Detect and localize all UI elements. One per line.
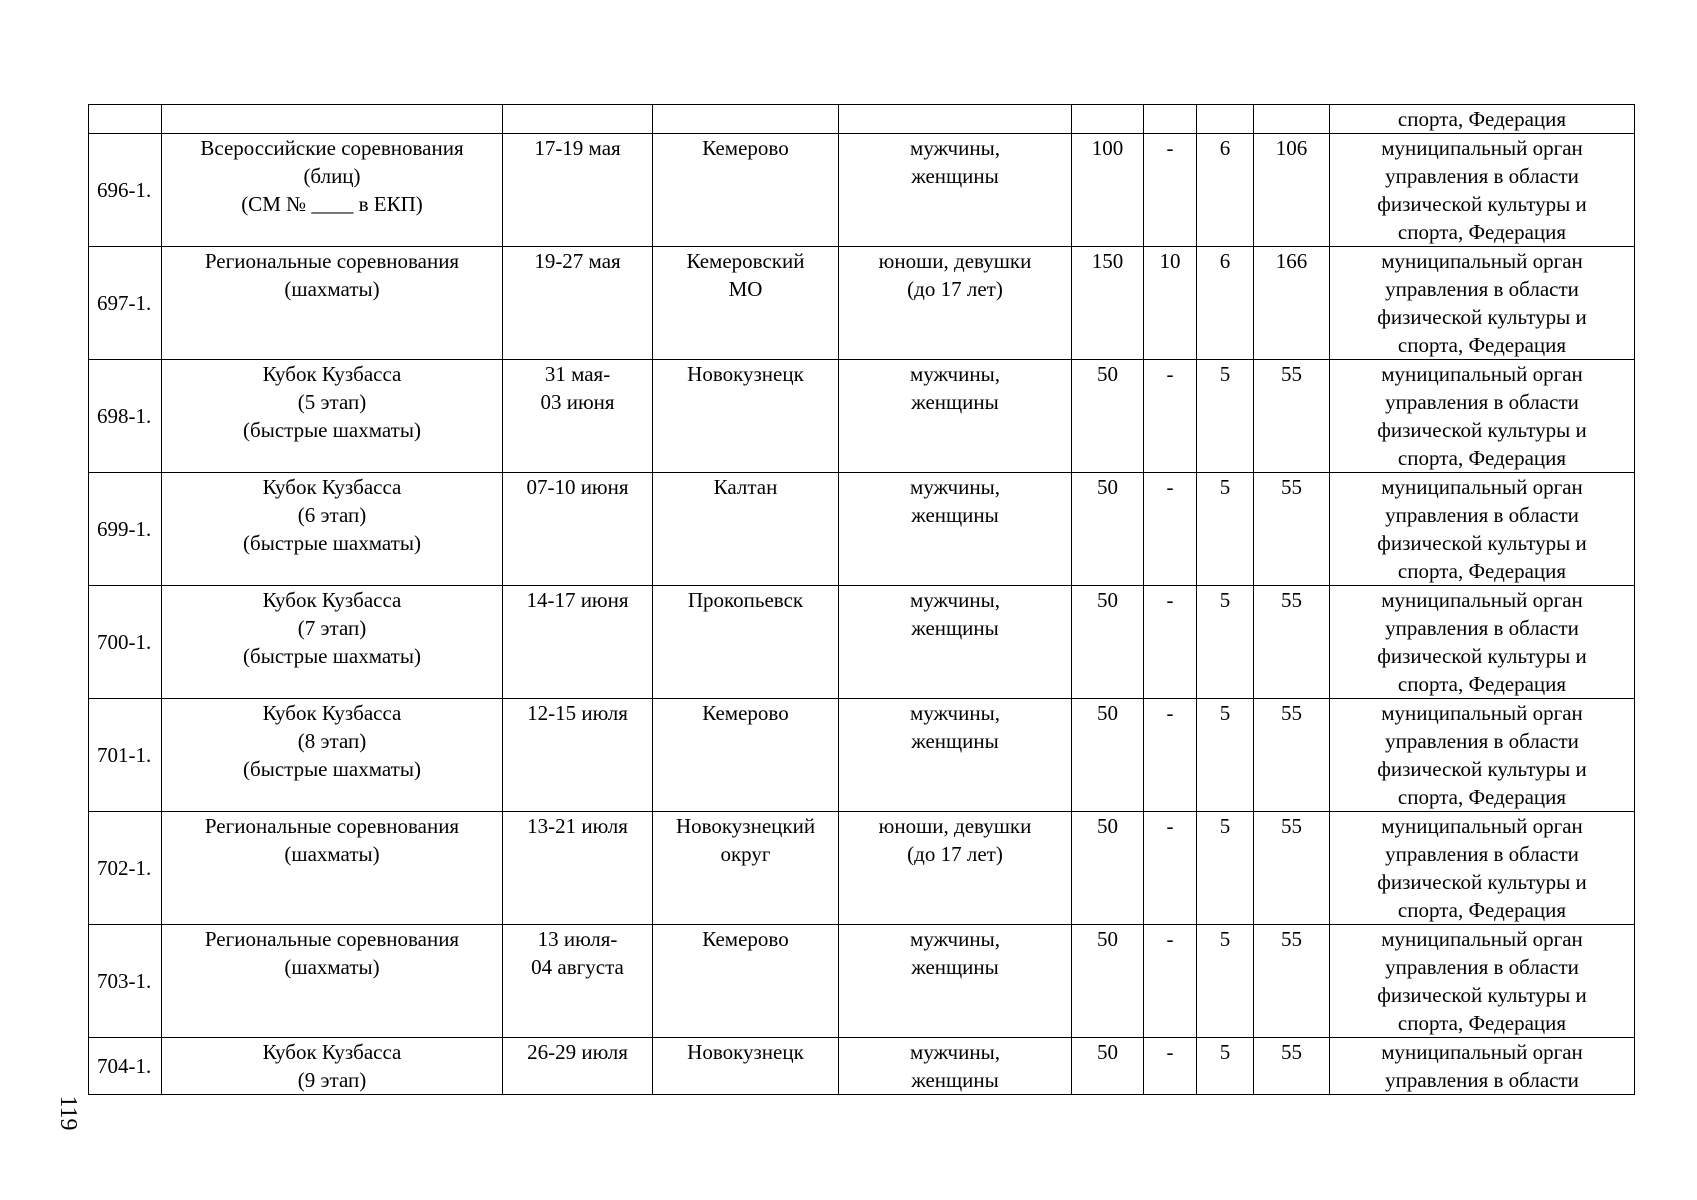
cell-event: Всероссийские соревнования (блиц) (СМ № ____ в ЕКП) xyxy=(162,134,503,247)
cell-judges: 5 xyxy=(1197,586,1254,699)
cell-place: Прокопьевск xyxy=(653,586,839,699)
cell-place: Кемерово xyxy=(653,134,839,247)
cell-athletes: 50 xyxy=(1072,586,1144,699)
cell-organizer: муниципальный орган управления в области физической культуры и спорта, Федерация xyxy=(1330,247,1635,360)
cell-judges: 6 xyxy=(1197,247,1254,360)
cell-judges: 6 xyxy=(1197,134,1254,247)
cell-participants: мужчины, женщины xyxy=(839,360,1072,473)
cell-event: Кубок Кузбасса (8 этап) (быстрые шахматы) xyxy=(162,699,503,812)
table-row xyxy=(89,925,1635,1038)
cell-total: 55 xyxy=(1254,586,1330,699)
cell-dates: 12-15 июля xyxy=(503,699,653,812)
cell-event: Региональные соревнования (шахматы) xyxy=(162,247,503,360)
cell-organizer: муниципальный орган управления в области физической культуры и спорта, Федерация xyxy=(1330,134,1635,247)
cell-participants: мужчины, женщины xyxy=(839,134,1072,247)
cell-participants: мужчины, женщины xyxy=(839,473,1072,586)
cell-athletes: 50 xyxy=(1072,360,1144,473)
cell-athletes: 150 xyxy=(1072,247,1144,360)
cell-total: 106 xyxy=(1254,134,1330,247)
cell-total: 166 xyxy=(1254,247,1330,360)
cell-athletes: 50 xyxy=(1072,812,1144,925)
cell-judges: 5 xyxy=(1197,812,1254,925)
continuation-row xyxy=(89,105,1635,134)
cell-athletes: 50 xyxy=(1072,1038,1144,1095)
table-row xyxy=(89,1038,1635,1095)
cell-coaches: - xyxy=(1144,699,1197,812)
events-table xyxy=(88,104,1635,1095)
cell-athletes xyxy=(1072,105,1144,134)
cell-total: 55 xyxy=(1254,925,1330,1038)
cell-num: 700-1. xyxy=(89,586,162,699)
cell-place: Новокузнецк xyxy=(653,360,839,473)
cell-dates: 07-10 июня xyxy=(503,473,653,586)
table-row xyxy=(89,699,1635,812)
page-number: 119 xyxy=(55,1095,81,1131)
table-row xyxy=(89,473,1635,586)
cell-num xyxy=(89,105,162,134)
cell-total xyxy=(1254,105,1330,134)
cell-dates: 13-21 июля xyxy=(503,812,653,925)
cell-event: Кубок Кузбасса (5 этап) (быстрые шахматы) xyxy=(162,360,503,473)
table-row xyxy=(89,812,1635,925)
cell-event xyxy=(162,105,503,134)
cell-num: 703-1. xyxy=(89,925,162,1038)
cell-judges: 5 xyxy=(1197,1038,1254,1095)
cell-athletes: 50 xyxy=(1072,473,1144,586)
cell-place: Кемерово xyxy=(653,925,839,1038)
cell-dates: 31 мая- 03 июня xyxy=(503,360,653,473)
cell-athletes: 50 xyxy=(1072,699,1144,812)
table-row xyxy=(89,247,1635,360)
cell-organizer: муниципальный орган управления в области физической культуры и спорта, Федерация xyxy=(1330,925,1635,1038)
cell-place: Кемерово xyxy=(653,699,839,812)
cell-event: Региональные соревнования (шахматы) xyxy=(162,925,503,1038)
cell-judges: 5 xyxy=(1197,360,1254,473)
cell-athletes: 50 xyxy=(1072,925,1144,1038)
cell-num: 701-1. xyxy=(89,699,162,812)
cell-participants: мужчины, женщины xyxy=(839,1038,1072,1095)
cell-total: 55 xyxy=(1254,699,1330,812)
cell-judges: 5 xyxy=(1197,699,1254,812)
cell-organizer: муниципальный орган управления в области физической культуры и спорта, Федерация xyxy=(1330,699,1635,812)
cell-judges xyxy=(1197,105,1254,134)
cell-organizer: муниципальный орган управления в области физической культуры и спорта, Федерация xyxy=(1330,586,1635,699)
table-row xyxy=(89,134,1635,247)
cell-num: 702-1. xyxy=(89,812,162,925)
cell-event: Региональные соревнования (шахматы) xyxy=(162,812,503,925)
cell-num: 699-1. xyxy=(89,473,162,586)
cell-total: 55 xyxy=(1254,1038,1330,1095)
cell-organizer: муниципальный орган управления в области xyxy=(1330,1038,1635,1095)
cell-participants: мужчины, женщины xyxy=(839,699,1072,812)
cell-coaches xyxy=(1144,105,1197,134)
cell-participants: юноши, девушки (до 17 лет) xyxy=(839,247,1072,360)
cell-participants: мужчины, женщины xyxy=(839,586,1072,699)
table-row xyxy=(89,586,1635,699)
cell-place: Кемеровский МО xyxy=(653,247,839,360)
cell-num: 697-1. xyxy=(89,247,162,360)
cell-place: Новокузнецк xyxy=(653,1038,839,1095)
cell-coaches: - xyxy=(1144,360,1197,473)
cell-coaches: - xyxy=(1144,586,1197,699)
cell-coaches: - xyxy=(1144,812,1197,925)
cell-coaches: - xyxy=(1144,473,1197,586)
cell-total: 55 xyxy=(1254,360,1330,473)
cell-dates: 17-19 мая xyxy=(503,134,653,247)
cell-organizer: спорта, Федерация xyxy=(1330,105,1635,134)
cell-coaches: 10 xyxy=(1144,247,1197,360)
cell-num: 704-1. xyxy=(89,1038,162,1095)
cell-event: Кубок Кузбасса (9 этап) xyxy=(162,1038,503,1095)
cell-total: 55 xyxy=(1254,473,1330,586)
table-row xyxy=(89,360,1635,473)
cell-athletes: 100 xyxy=(1072,134,1144,247)
cell-coaches: - xyxy=(1144,1038,1197,1095)
cell-organizer: муниципальный орган управления в области физической культуры и спорта, Федерация xyxy=(1330,812,1635,925)
cell-place: Калтан xyxy=(653,473,839,586)
cell-place xyxy=(653,105,839,134)
cell-participants xyxy=(839,105,1072,134)
cell-participants: юноши, девушки (до 17 лет) xyxy=(839,812,1072,925)
cell-place: Новокузнецкий округ xyxy=(653,812,839,925)
cell-dates: 14-17 июня xyxy=(503,586,653,699)
cell-dates: 26-29 июля xyxy=(503,1038,653,1095)
cell-num: 698-1. xyxy=(89,360,162,473)
cell-event: Кубок Кузбасса (7 этап) (быстрые шахматы) xyxy=(162,586,503,699)
cell-judges: 5 xyxy=(1197,473,1254,586)
cell-coaches: - xyxy=(1144,134,1197,247)
cell-organizer: муниципальный орган управления в области физической культуры и спорта, Федерация xyxy=(1330,473,1635,586)
cell-dates: 19-27 мая xyxy=(503,247,653,360)
cell-participants: мужчины, женщины xyxy=(839,925,1072,1038)
cell-num: 696-1. xyxy=(89,134,162,247)
cell-total: 55 xyxy=(1254,812,1330,925)
cell-event: Кубок Кузбасса (6 этап) (быстрые шахматы) xyxy=(162,473,503,586)
cell-judges: 5 xyxy=(1197,925,1254,1038)
cell-dates: 13 июля- 04 августа xyxy=(503,925,653,1038)
cell-coaches: - xyxy=(1144,925,1197,1038)
cell-dates xyxy=(503,105,653,134)
cell-organizer: муниципальный орган управления в области физической культуры и спорта, Федерация xyxy=(1330,360,1635,473)
